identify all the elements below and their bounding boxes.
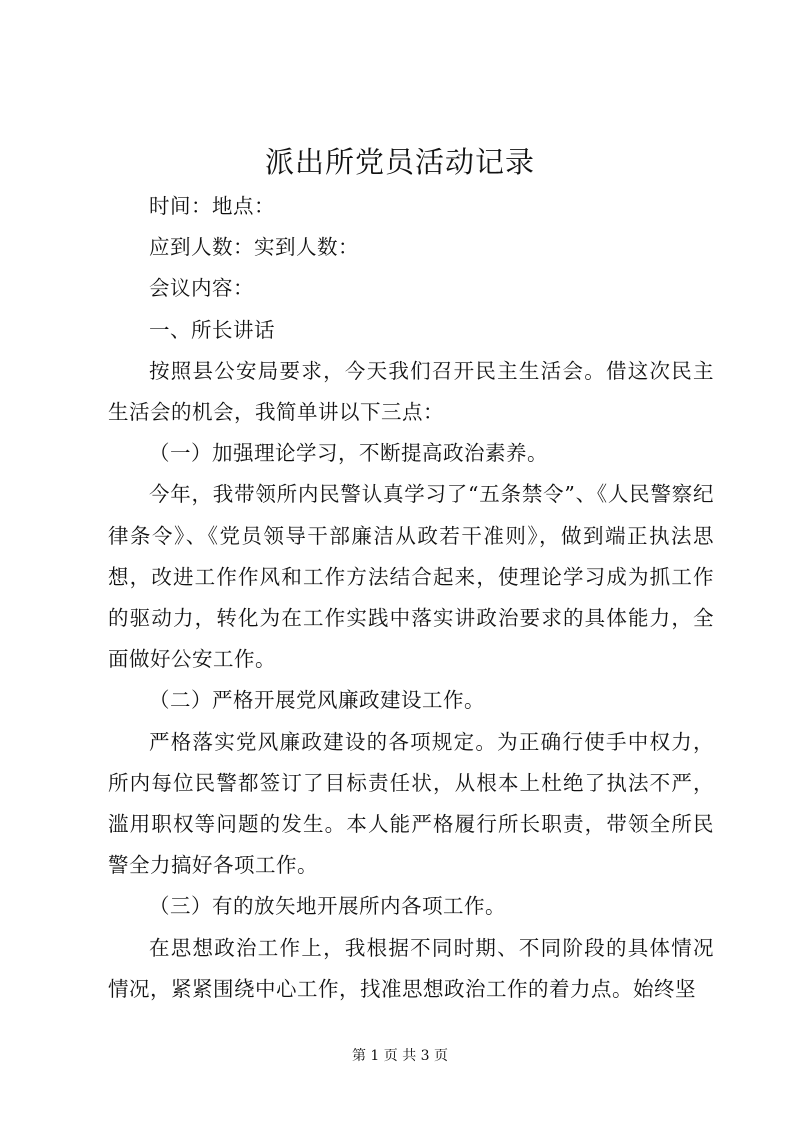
document-title: 派出所党员活动记录 [264, 145, 535, 179]
section-heading-director-speech: 一、所长讲话 [149, 317, 275, 342]
paragraph-integrity: 严格落实党风廉政建设的各项规定。为正确行使手中权力，所内每位民警都签订了目标责任状，从根本上杜绝了执法不严，滥用职权等问题的发生。本人能严格履行所长职责，带领全所民警全力搞好各项工作。 [108, 729, 714, 878]
paragraph-work-focus: 在思想政治工作上，我根据不同时期、不同阶段的具体情况情况，紧紧围绕中心工作，找准思想政治工作的着力点。始终坚 [108, 935, 714, 1001]
paragraph-attendance: 应到人数：实到人数： [149, 235, 359, 260]
paragraph-intro: 按照县公安局要求，今天我们召开民主生活会。借这次民主生活会的机会，我简单讲以下三点： [108, 358, 714, 425]
subheading-integrity: （二）严格开展党风廉政建设工作。 [149, 688, 485, 713]
subheading-work-focus: （三）有的放矢地开展所内各项工作。 [149, 894, 506, 919]
paragraph-theory-study: 今年，我带领所内民警认真学习了“五条禁令”、《人民警察纪律条令》、《党员领导干部廉洁从政若干准则》，做到端正执法思想，改进工作作风和工作方法结合起来，使理论学习成为抓工作的驱动力，转化为在工作实践中落实讲政治要求的具体能力，全面做好公安工作。 [108, 482, 714, 672]
paragraph-time-location: 时间：地点： [149, 194, 275, 218]
document-body [108, 186, 714, 1010]
page-footer: 第 1 页 共 3 页 [351, 1048, 449, 1064]
paragraph-meeting-content: 会议内容： [149, 276, 254, 301]
subheading-theory-study: （一）加强理论学习，不断提高政治素养。 [149, 441, 548, 466]
